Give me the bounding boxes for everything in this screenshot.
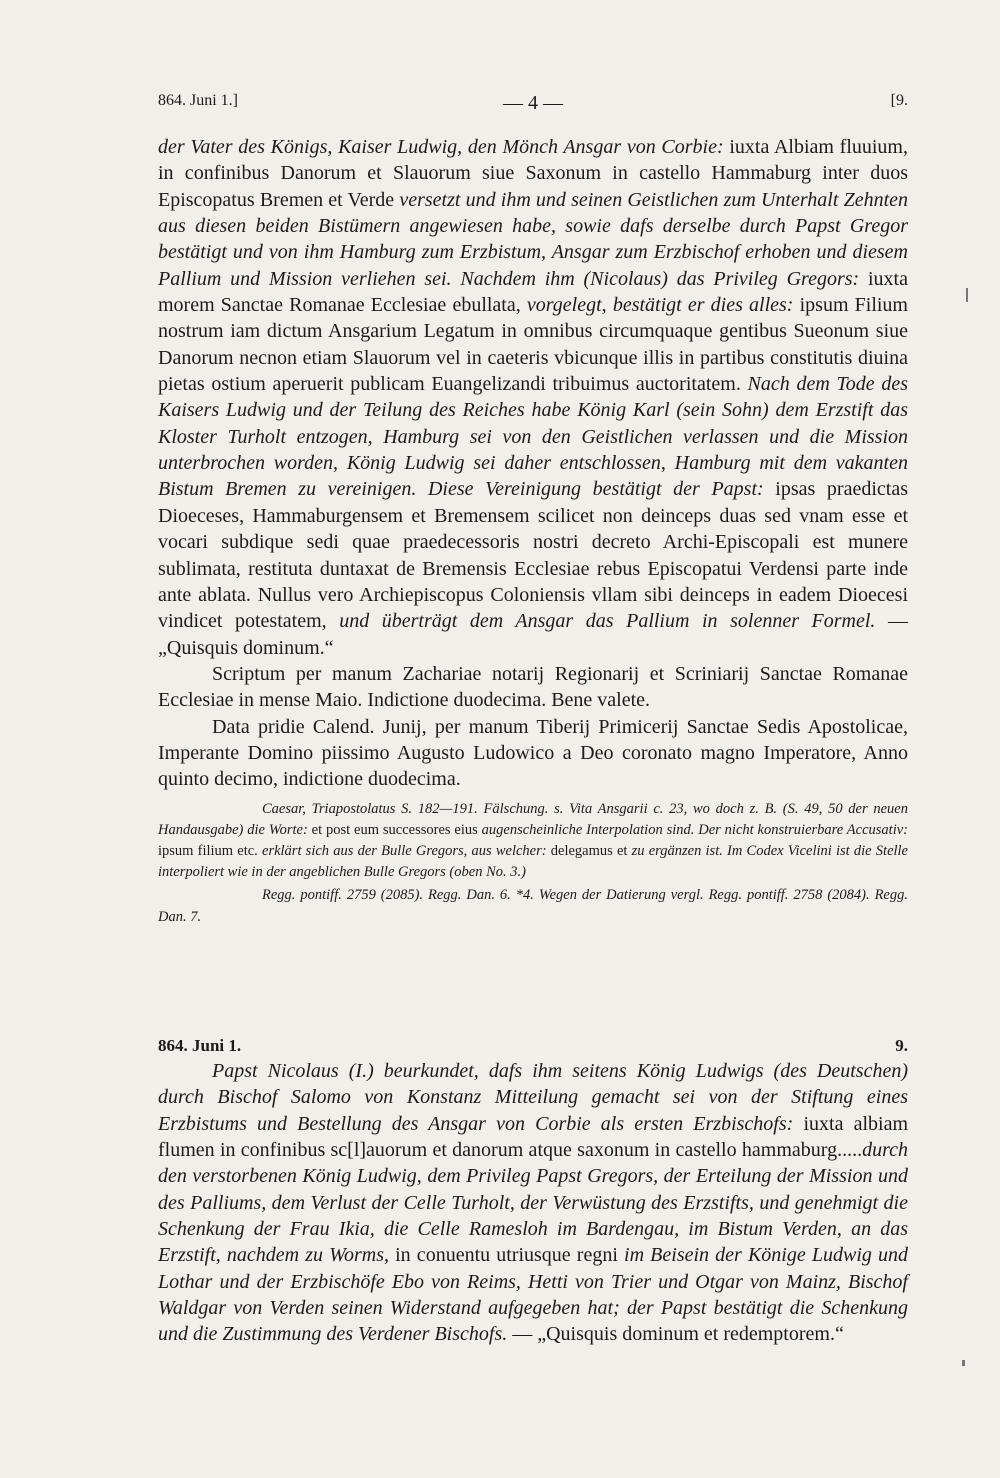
text-run: und überträgt dem Ansgar das Pallium in solenner Formel. xyxy=(339,610,876,633)
text-run: iuxta Albiam fluuium, in confinibus Danorum et Slauorum siue Saxonum in castello Hammaburg inter duos Episcopatus Bremen et Verde xyxy=(158,136,908,211)
text-run: delegamus et xyxy=(546,843,632,859)
entry-number: 9. xyxy=(895,1036,908,1055)
text-run: im Beisein der Könige Ludwig und Lothar und der Erzbischöfe Ebo von Reims, Hetti von Trier und Otgar von Mainz, Bischof Waldgar von Verden seinen Widerstand aufgegeben hat; der Papst bestätigt die Schenkung und die Zustimmung des Verdener Bischofs. xyxy=(158,1244,909,1346)
margin-mark xyxy=(966,288,968,302)
main-text xyxy=(158,134,908,928)
text-run: iuxta albiam flumen in confinibus sc[l]auorum et danorum atque saxonum in castello hammaburg..... xyxy=(158,1112,909,1162)
text-run: iuxta morem Sanctae Romanae Ecclesiae ebullata, xyxy=(158,267,908,317)
text-run: durch den verstorbenen König Ludwig, dem Privileg Papst Gregors, der Erteilung der Mission und des Palliums, dem Verlust der Celle Turholt, der Verwüstung des Erzstifts, und genehmigt die Schenkung der Frau Ikia, die Celle Ramesloh im Bardengau, im Bistum Verden, an das Erzstift, nachdem zu Worms, xyxy=(158,1139,908,1267)
header-right: [9. xyxy=(890,92,908,109)
entry-text xyxy=(158,1058,908,1348)
text-run: augenscheinliche Interpolation sind. Der nicht konstruierbare Accusativ: xyxy=(481,821,908,838)
text-run: ipsas praedictas Dioeceses, Hammaburgensem et Bremensem scilicet non deinceps duas sed vnam esse et vocari subdique sedi quae praedecessoris nostri decreto Archi-Episcopali est munere sublimata, restituta duntaxat de Bremensis Ecclesiae rebus Episcopatui Verdensi parte inde ante ablata. Nullus vero Archiepiscopus Coloniensis vllam sibi deinceps in eadem Dioecesi vindicet potestatem, xyxy=(158,478,908,633)
footnote-caesar xyxy=(158,799,908,884)
margin-dot xyxy=(962,1360,965,1366)
header-left: 864. Juni 1.] xyxy=(158,92,238,109)
entry-body xyxy=(158,1058,908,1348)
text-run: — „Quisquis dominum et redemptorem.“ xyxy=(507,1323,844,1346)
text-run: zu ergänzen ist. Im Codex Vicelini ist die Stelle interpoliert wie in der angeblichen Bulle Gregors (oben No. 3.) xyxy=(158,843,908,881)
text-run: ipsum Filium nostrum iam dictum Ansgarium Legatum in omnibus circumquaque gentibus Sueonum siue Danorum necnon etiam Slauorum vel in caeteris vbicunque illis in partibus constitutis diuina pietas ostium aperuerit publicam Euangelizandi tribuimus auctoritatem. xyxy=(158,294,908,396)
page-number: — 4 — xyxy=(503,92,563,114)
entry-date: 864. Juni 1. xyxy=(158,1036,242,1055)
text-run: Caesar, Triapostolatus S. 182—191. Fälschung. s. Vita Ansgarii c. 23, wo doch z. B. (S. 49, 50 der neuen Handausgabe) die Worte: xyxy=(158,800,908,838)
text-run: erklärt sich aus der Bulle Gregors, aus welcher: xyxy=(262,843,547,859)
entry-heading xyxy=(158,1036,908,1056)
text-run: — „Quisquis dominum.“ xyxy=(158,610,908,659)
text-run: ipsum filium etc. xyxy=(158,843,263,859)
text-run: der Vater des Königs, Kaiser Ludwig, den Mönch Ansgar von Corbie: xyxy=(158,136,724,158)
text-run: Nach dem Tode des Kaisers Ludwig und der Teilung des Reiches habe König Karl (sein Sohn) dem Erzstift das Kloster Turholt entzogen, Hamburg sei von den Geistlichen verlassen und die Mission unterbrochen worden, König Ludwig sei daher entschlossen, Hamburg mit dem vakanten Bistum Bremen zu vereinigen. Diese Vereinigung bestätigt der Papst: xyxy=(158,373,908,501)
text-run: Papst Nicolaus (I.) beurkundet, dafs ihm seitens König Ludwigs (des Deutschen) durch Bischof Salomo von Konstanz Mitteilung gemacht sei von der Stiftung eines Erzbistums und Bestellung des Ansgar von Corbie als ersten Erzbischofs: xyxy=(158,1060,908,1135)
text-run: vorgelegt, bestätigt er dies alles: xyxy=(526,294,794,317)
text-run: in conuentu utriusque regni xyxy=(389,1244,625,1267)
text-run: versetzt und ihm und seinen Geistlichen zum Unterhalt Zehnten aus diesen beiden Bistümern angewiesen habe, sowie dafs derselbe durch Papst Gregor bestätigt und von ihm Hamburg zum Erzbistum, Ansgar zum Erzbischof erhoben und diesem Pallium und Mission verliehen sei. Nachdem ihm (Nicolaus) das Privileg Gregors: xyxy=(158,188,908,290)
paragraph-scriptum: Scriptum per manum Zachariae notarij Regionarij et Scriniarij Sanctae Romanae Ecclesiae in mense Maio. Indictione duodecima. Bene valete. xyxy=(158,662,908,712)
paragraph-data: Data pridie Calend. Junij, per manum Tiberij Primicerij Sanctae Sedis Apostolicae, Imperante Domino piissimo Augusto Ludowico a Deo coronato magno Imperatore, Anno quinto decimo, indictione duodecima. xyxy=(158,715,908,791)
text-run: et post eum successores eius xyxy=(307,821,482,838)
paragraph-1 xyxy=(158,134,908,661)
footnote-regg: Regg. pontiff. 2759 (2085). Regg. Dan. 6. *4. Wegen der Datierung vergl. Regg. pontiff. 2758 (2084). Regg. Dan. 7. xyxy=(158,887,908,925)
running-header xyxy=(158,92,908,120)
